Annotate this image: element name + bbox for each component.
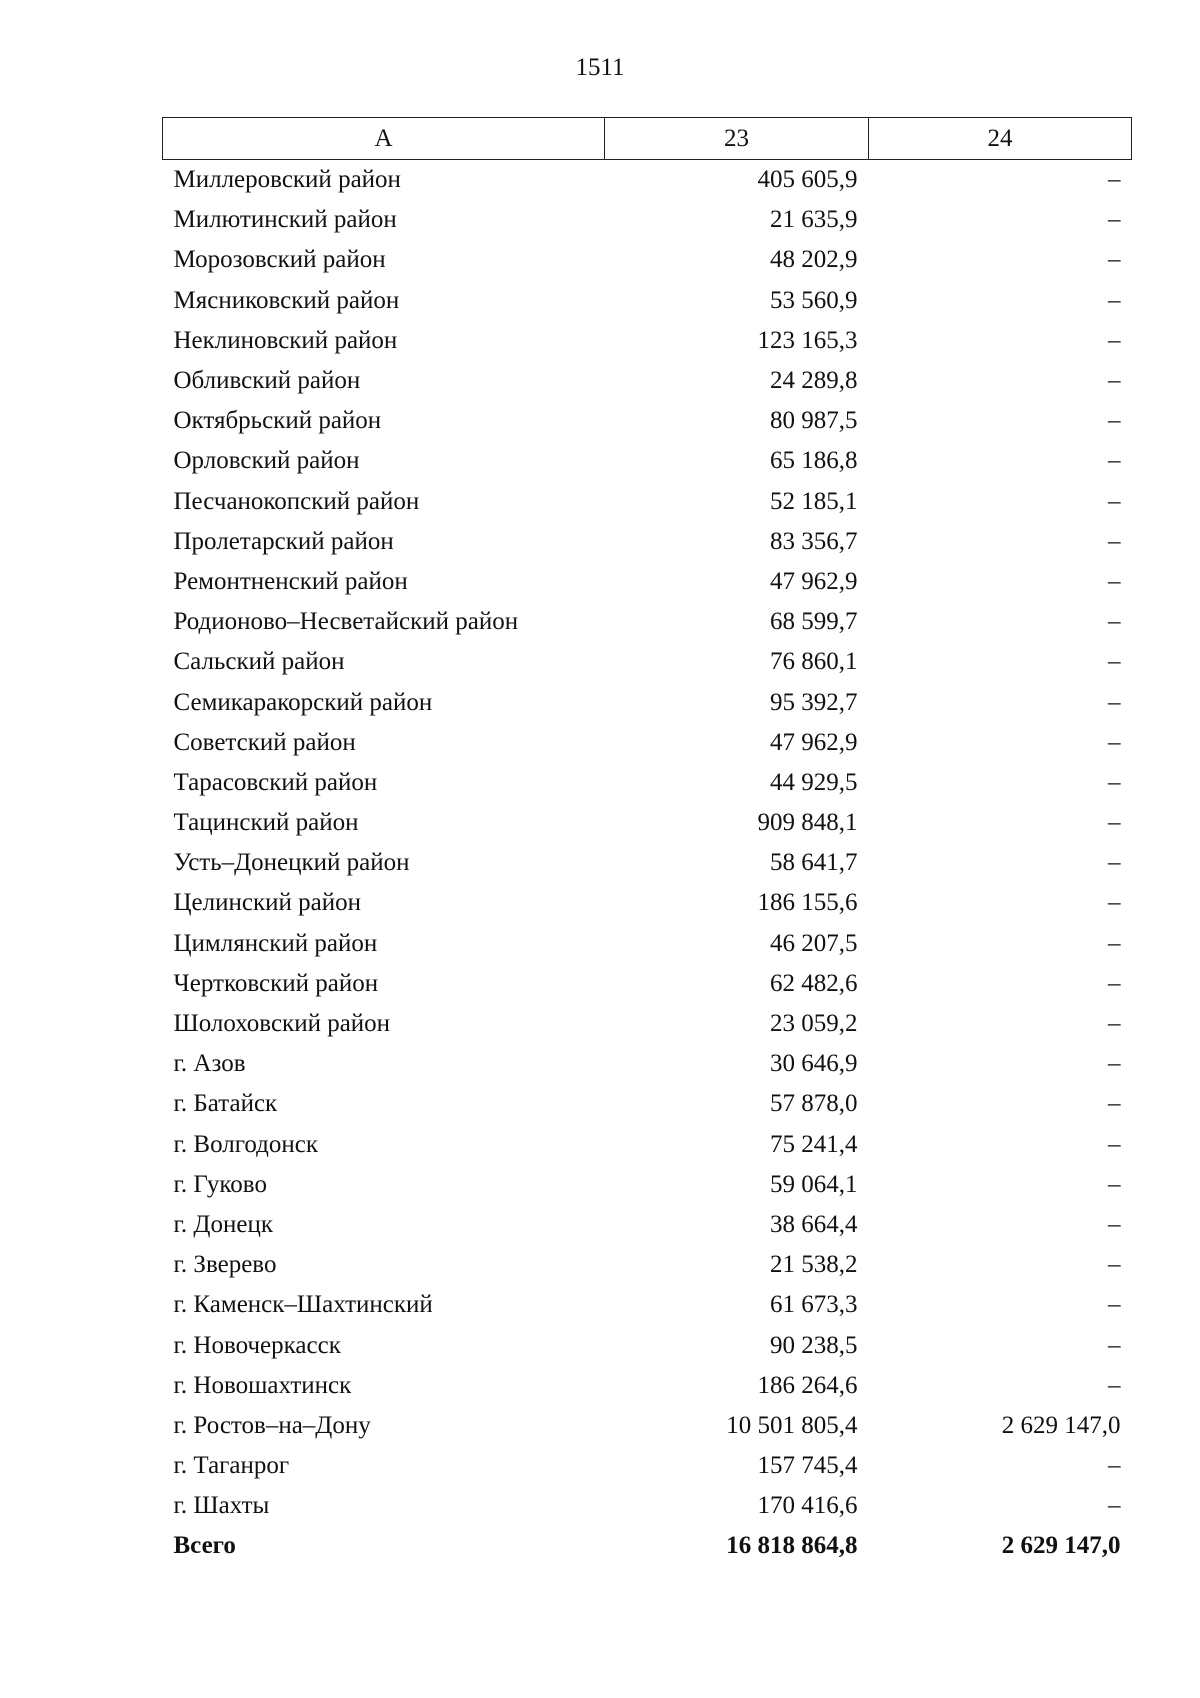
table-row — [163, 723, 1132, 763]
table-row — [163, 1125, 1132, 1165]
row-name-cell: Морозовский район — [173, 246, 386, 274]
row-value-24-cell: – — [1108, 1050, 1121, 1078]
row-value-24-cell: – — [1108, 286, 1121, 314]
total-value-24-cell: 2 629 147,0 — [1001, 1532, 1121, 1560]
table-row — [163, 1044, 1132, 1084]
row-name-cell: Тацинский район — [173, 809, 359, 837]
table-row — [163, 1245, 1132, 1285]
row-name-cell: Родионово–Несветайский район — [173, 608, 519, 636]
row-value-23-cell: 46 207,5 — [770, 929, 858, 957]
row-name-cell: Ремонтненский район — [173, 567, 408, 595]
row-value-24-cell: – — [1108, 487, 1121, 515]
row-value-23-cell: 123 165,3 — [757, 326, 858, 354]
row-value-23-cell: 21 538,2 — [770, 1251, 858, 1279]
row-value-23-cell: 52 185,1 — [770, 487, 858, 515]
row-value-23-cell: 61 673,3 — [770, 1291, 858, 1319]
row-value-24-cell: – — [1108, 407, 1121, 435]
row-value-23-cell: 909 848,1 — [757, 809, 858, 837]
table-row — [163, 1084, 1132, 1124]
table-row — [163, 281, 1132, 321]
row-name-cell: г. Азов — [173, 1050, 246, 1078]
row-value-24-cell: – — [1108, 206, 1121, 234]
row-value-24-cell: – — [1108, 809, 1121, 837]
row-name-cell: г. Новошахтинск — [173, 1371, 352, 1399]
header-col-a: А — [163, 118, 605, 160]
header-col-24: 24 — [869, 118, 1132, 160]
row-name-cell: Чертковский район — [173, 969, 379, 997]
row-value-24-cell: – — [1108, 166, 1121, 194]
table-row — [163, 602, 1132, 642]
total-label-cell: Всего — [173, 1532, 236, 1560]
row-value-24-cell: – — [1108, 1492, 1121, 1520]
row-value-23-cell: 90 238,5 — [770, 1331, 858, 1359]
row-name-cell: Усть–Донецкий район — [173, 849, 410, 877]
table-body — [163, 160, 1132, 1567]
row-name-cell: Милютинский район — [173, 206, 397, 234]
table-row — [163, 482, 1132, 522]
row-value-23-cell: 62 482,6 — [770, 969, 858, 997]
row-value-24-cell: – — [1108, 246, 1121, 274]
row-value-23-cell: 157 745,4 — [757, 1452, 858, 1480]
row-value-24-cell: – — [1108, 688, 1121, 716]
row-value-23-cell: 186 264,6 — [757, 1371, 858, 1399]
table-row — [163, 924, 1132, 964]
row-value-23-cell: 38 664,4 — [770, 1210, 858, 1238]
total-row — [163, 1526, 1132, 1566]
table-row — [163, 321, 1132, 361]
row-value-23-cell: 57 878,0 — [770, 1090, 858, 1118]
table-row — [163, 361, 1132, 401]
row-name-cell: г. Каменск–Шахтинский — [173, 1291, 433, 1319]
row-value-23-cell: 48 202,9 — [770, 246, 858, 274]
row-name-cell: г. Гуково — [173, 1170, 267, 1198]
row-name-cell: Песчанокопский район — [173, 487, 420, 515]
header-col-23: 23 — [605, 118, 869, 160]
table-row — [163, 522, 1132, 562]
row-value-24-cell: – — [1108, 648, 1121, 676]
table-row — [163, 1366, 1132, 1406]
row-value-23-cell: 44 929,5 — [770, 768, 858, 796]
row-value-23-cell: 95 392,7 — [770, 688, 858, 716]
row-name-cell: Пролетарский район — [173, 527, 394, 555]
row-value-23-cell: 23 059,2 — [770, 1010, 858, 1038]
row-name-cell: Орловский район — [173, 447, 360, 475]
row-name-cell: Мясниковский район — [173, 286, 400, 314]
row-name-cell: г. Волгодонск — [173, 1130, 319, 1158]
row-value-23-cell: 405 605,9 — [757, 166, 858, 194]
table-row — [163, 200, 1132, 240]
table-row — [163, 1205, 1132, 1245]
row-value-24-cell: – — [1108, 1090, 1121, 1118]
row-name-cell: Обливский район — [173, 367, 361, 395]
row-value-24-cell: – — [1108, 929, 1121, 957]
table-row — [163, 682, 1132, 722]
table-row — [163, 1285, 1132, 1325]
row-value-24-cell: – — [1108, 1210, 1121, 1238]
row-value-23-cell: 53 560,9 — [770, 286, 858, 314]
row-value-24-cell: – — [1108, 728, 1121, 756]
row-value-24-cell: – — [1108, 1452, 1121, 1480]
row-name-cell: г. Ростов–на–Дону — [173, 1411, 371, 1439]
row-value-23-cell: 65 186,8 — [770, 447, 858, 475]
table-row — [163, 1004, 1132, 1044]
row-value-23-cell: 47 962,9 — [770, 728, 858, 756]
table-row — [163, 1486, 1132, 1526]
row-value-24-cell: – — [1108, 567, 1121, 595]
table-row — [163, 763, 1132, 803]
table-row — [163, 1165, 1132, 1205]
row-name-cell: г. Новочеркасск — [173, 1331, 341, 1359]
table-row — [163, 240, 1132, 280]
row-value-24-cell: – — [1108, 1331, 1121, 1359]
row-name-cell: Тарасовский район — [173, 768, 378, 796]
budget-table — [162, 117, 1132, 1567]
row-value-23-cell: 68 599,7 — [770, 608, 858, 636]
table-row — [163, 642, 1132, 682]
total-value-23-cell: 16 818 864,8 — [726, 1532, 858, 1560]
row-value-23-cell: 47 962,9 — [770, 567, 858, 595]
row-value-24-cell: – — [1108, 367, 1121, 395]
row-value-24-cell: – — [1108, 889, 1121, 917]
row-value-23-cell: 30 646,9 — [770, 1050, 858, 1078]
row-value-24-cell: 2 629 147,0 — [1001, 1411, 1121, 1439]
row-value-23-cell: 170 416,6 — [757, 1492, 858, 1520]
row-value-24-cell: – — [1108, 326, 1121, 354]
row-name-cell: Советский район — [173, 728, 356, 756]
table-row — [163, 1325, 1132, 1365]
row-value-24-cell: – — [1108, 527, 1121, 555]
row-value-23-cell: 21 635,9 — [770, 206, 858, 234]
row-name-cell: Октябрьский район — [173, 407, 382, 435]
row-name-cell: г. Шахты — [173, 1492, 270, 1520]
row-value-24-cell: – — [1108, 1130, 1121, 1158]
row-name-cell: Семикаракорский район — [173, 688, 433, 716]
row-name-cell: Миллеровский район — [173, 166, 401, 194]
row-value-24-cell: – — [1108, 1291, 1121, 1319]
row-value-24-cell: – — [1108, 1371, 1121, 1399]
row-value-24-cell: – — [1108, 768, 1121, 796]
table-row — [163, 843, 1132, 883]
table-row — [163, 1406, 1132, 1446]
table-header — [163, 118, 1132, 160]
table-row — [163, 441, 1132, 481]
header-row — [163, 118, 1132, 160]
row-value-24-cell: – — [1108, 969, 1121, 997]
row-name-cell: г. Таганрог — [173, 1452, 290, 1480]
table-row — [163, 964, 1132, 1004]
page-number: 1511 — [575, 54, 625, 81]
row-value-23-cell: 10 501 805,4 — [726, 1411, 858, 1439]
row-name-cell: Цимлянский район — [173, 929, 378, 957]
row-value-23-cell: 59 064,1 — [770, 1170, 858, 1198]
row-name-cell: Сальский район — [173, 648, 345, 676]
row-value-24-cell: – — [1108, 1010, 1121, 1038]
row-value-23-cell: 75 241,4 — [770, 1130, 858, 1158]
row-value-24-cell: – — [1108, 447, 1121, 475]
table-row — [163, 883, 1132, 923]
row-value-23-cell: 83 356,7 — [770, 527, 858, 555]
row-value-23-cell: 58 641,7 — [770, 849, 858, 877]
row-name-cell: г. Батайск — [173, 1090, 278, 1118]
row-value-23-cell: 80 987,5 — [770, 407, 858, 435]
row-value-23-cell: 76 860,1 — [770, 648, 858, 676]
table-row — [163, 401, 1132, 441]
row-value-23-cell: 24 289,8 — [770, 367, 858, 395]
row-name-cell: г. Донецк — [173, 1210, 273, 1238]
table-row — [163, 1446, 1132, 1486]
row-name-cell: Шолоховский район — [173, 1010, 391, 1038]
row-value-24-cell: – — [1108, 849, 1121, 877]
table-row — [163, 160, 1132, 201]
row-name-cell: Неклиновский район — [173, 326, 398, 354]
table-row — [163, 562, 1132, 602]
table-row — [163, 803, 1132, 843]
row-value-23-cell: 186 155,6 — [757, 889, 858, 917]
row-name-cell: Целинский район — [173, 889, 361, 917]
row-name-cell: г. Зверево — [173, 1251, 277, 1279]
row-value-24-cell: – — [1108, 1170, 1121, 1198]
row-value-24-cell: – — [1108, 1251, 1121, 1279]
row-value-24-cell: – — [1108, 608, 1121, 636]
